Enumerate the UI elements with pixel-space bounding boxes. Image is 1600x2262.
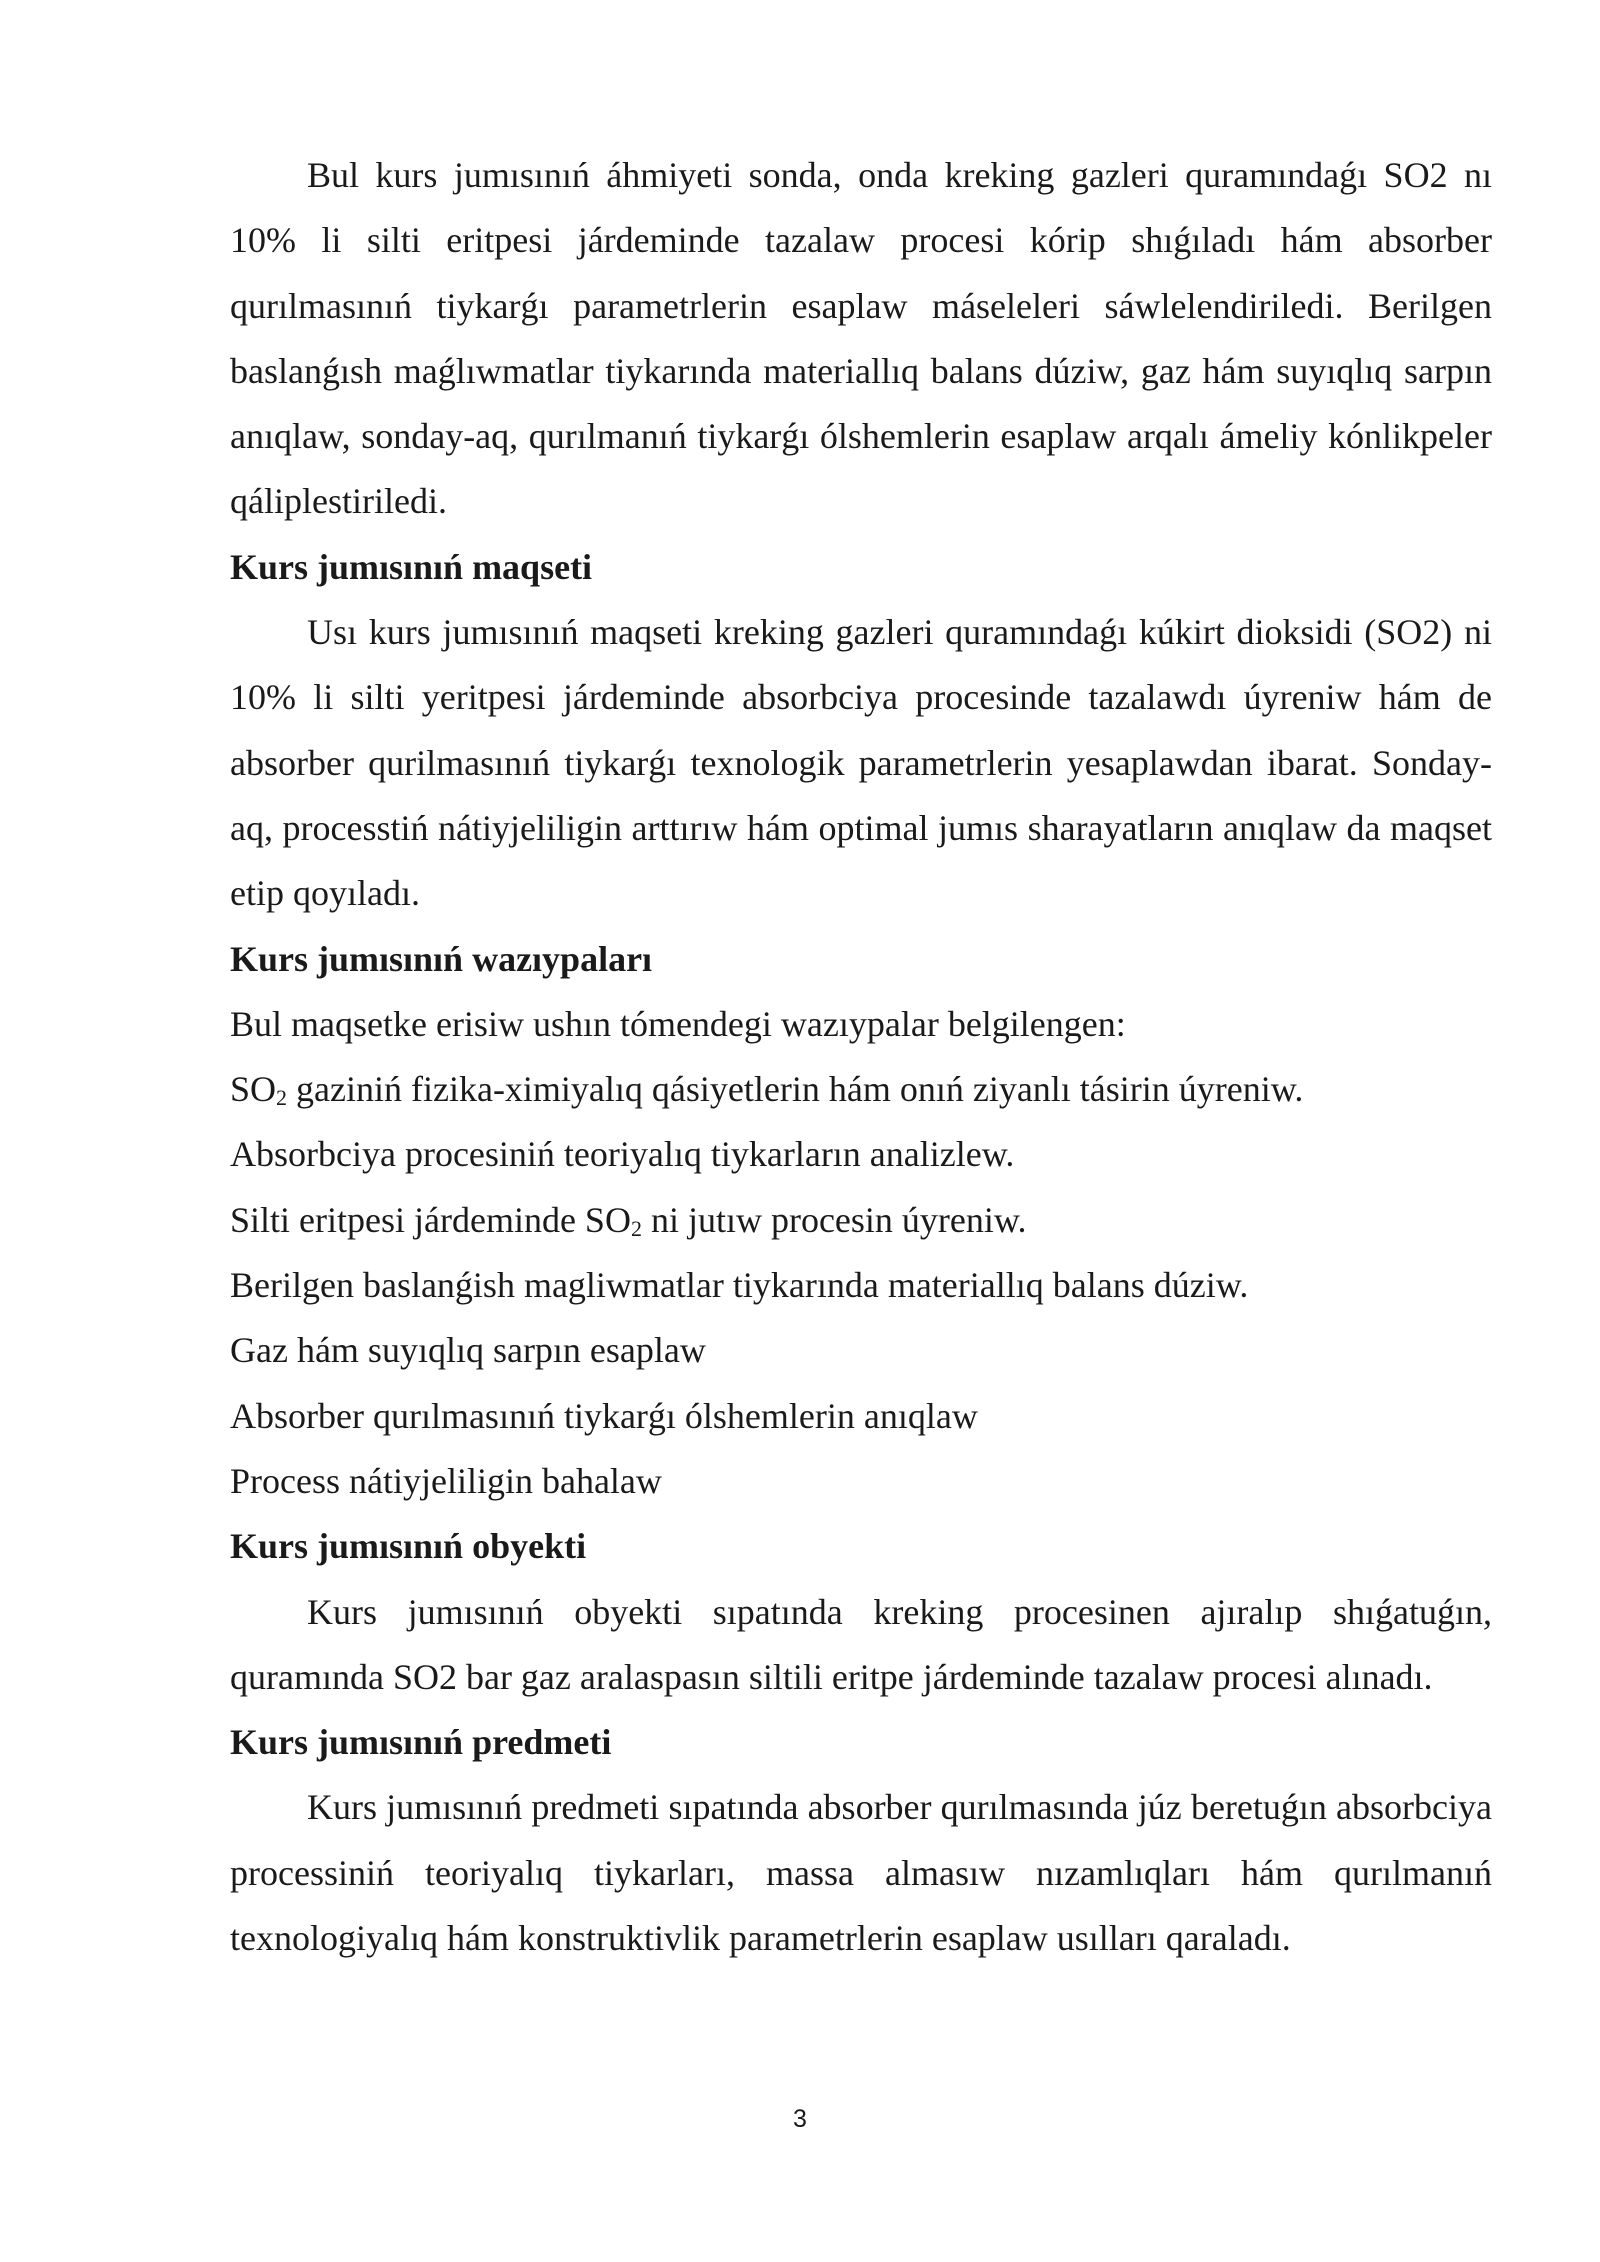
task-item-1 <box>230 1057 1492 1122</box>
task-item-2: Absorbciya procesiniń teoriyalıq tiykarların analizlew. <box>230 1134 1015 1175</box>
heading-subject: Kurs jumısınıń predmeti <box>230 1722 612 1763</box>
task-1-subscript: 2 <box>276 1085 288 1111</box>
task-item-6: Absorber qurılmasınıń tiykarǵı ólshemlerin anıqlaw <box>230 1395 978 1436</box>
task-item-5: Gaz hám suyıqlıq sarpın esaplaw <box>230 1330 706 1371</box>
task-3-text-end: ni jutıw procesin úyreniw. <box>641 1199 1027 1240</box>
tasks-intro: Bul maqsetke erisiw ushın tómendegi wazıypalar belgilengen: <box>230 1003 1126 1044</box>
task-3-text-start: Silti eritpesi járdeminde SO <box>230 1199 631 1240</box>
heading-tasks: Kurs jumısınıń wazıypaları <box>230 938 653 979</box>
goal-paragraph: Usı kurs jumısınıń maqseti kreking gazleri quramındaǵı kúkirt dioksidi (SO2) ni 10% li silti yeritpesi járdeminde absorbciya procesinde tazalawdı úyreniw hám de absorber qurilmasınıń tiykarǵı texnologik parametrlerin yesaplawdan ibarat. Sonday-aq, processtiń nátiyjeliligin arttırıw hám optimal jumıs sharayatların anıqlaw da maqset etip qoyıladı. <box>230 612 1492 914</box>
task-1-text-start: SO <box>230 1069 277 1110</box>
heading-object: Kurs jumısınıń obyekti <box>230 1526 587 1567</box>
task-1-text-end: gaziniń fizika-ximiyalıq qásiyetlerin hám onıń ziyanlı tásirin úyreniw. <box>287 1069 1304 1110</box>
task-item-7: Process nátiyjeliligin bahalaw <box>230 1460 662 1501</box>
object-paragraph: Kurs jumısınıń obyekti sıpatında kreking procesinen ajıralıp shıǵatuǵın, quramında SO2 bar gaz aralaspasın siltili eritpe járdeminde tazalaw procesi alınadı. <box>230 1591 1492 1697</box>
task-item-4: Berilgen baslanǵish magliwmatlar tiykarında materiallıq balans dúziw. <box>230 1265 1249 1306</box>
heading-goal: Kurs jumısınıń maqseti <box>230 546 593 587</box>
subject-paragraph: Kurs jumısınıń predmeti sıpatında absorber qurılmasında júz beretuǵın absorbciya processiniń teoriyalıq tiykarları, massa almasıw nızamlıqları hám qurılmanıń texnologiyalıq hám konstruktivlik parametrlerin esaplaw usılları qaraladı. <box>230 1787 1492 1959</box>
task-3-subscript: 2 <box>630 1215 642 1241</box>
intro-paragraph: Bul kurs jumısınıń áhmiyeti sonda, onda kreking gazleri quramındaǵı SO2 nı 10% li silti eritpesi járdeminde tazalaw procesi kórip shıǵıladı hám absorber qurılmasınıń tiykarǵı parametrlerin esaplaw máseleleri sáwlelendiriledi. Berilgen baslanǵısh maǵlıwmatlar tiykarında materiallıq balans dúziw, gaz hám suyıqlıq sarpın anıqlaw, sonday-aq, qurılmanıń tiykarǵı ólshemlerin esaplaw arqalı ámeliy kónlikpeler qáliplestiriledi. <box>230 155 1492 522</box>
page-number: 3 <box>793 2105 807 2133</box>
page-content <box>230 143 1492 1971</box>
task-item-3 <box>230 1188 1492 1253</box>
